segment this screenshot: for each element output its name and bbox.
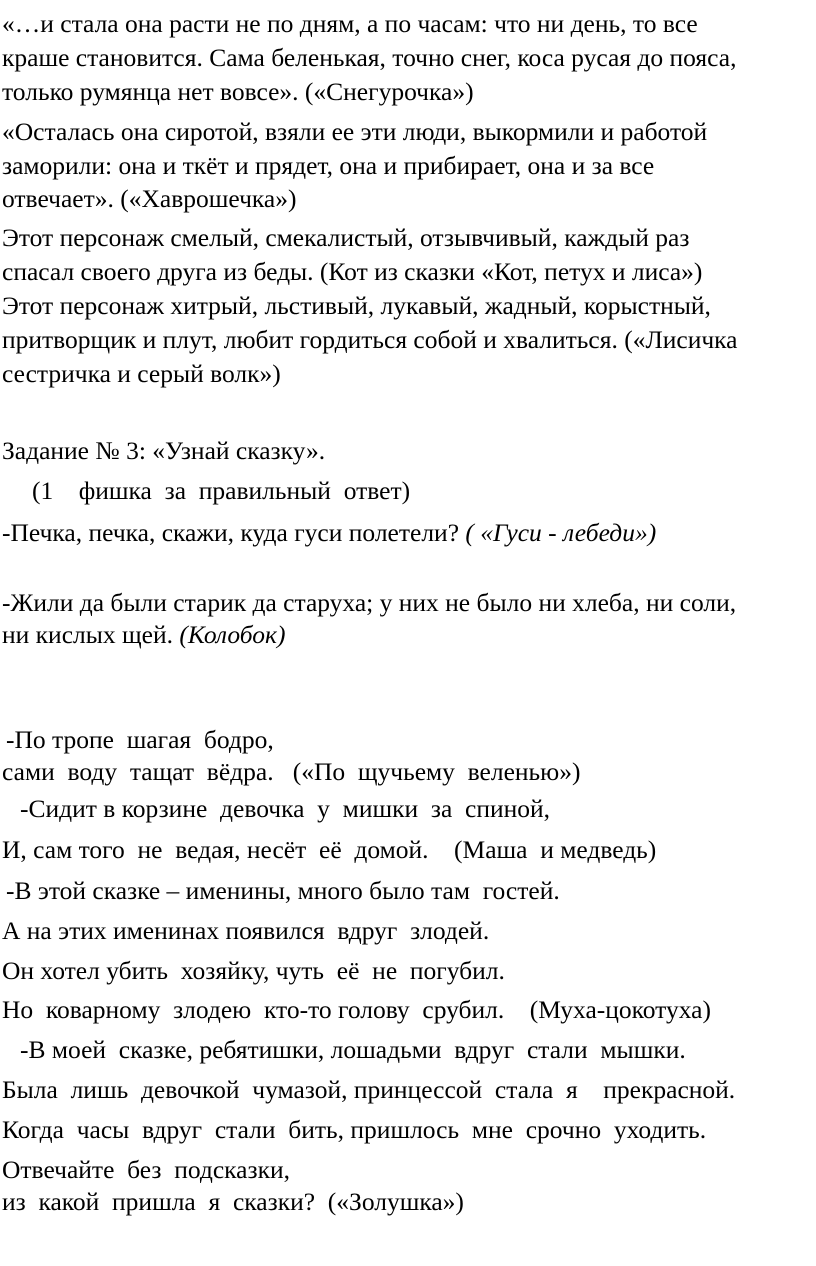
text-line: -В этой сказке – именины, много было там гостей.: [6, 876, 560, 905]
text-line: из какой пришла я сказки? («Золушка»): [2, 1187, 464, 1216]
text-line: -В моей сказке, ребятишки, лошадьми вдруг стали мышки.: [20, 1035, 686, 1064]
task-title: Задание № 3: «Узнай сказку».: [2, 436, 326, 465]
riddle-kolobok-line2: [2, 622, 285, 648]
text-line: -Сидит в корзине девочка у мишки за спиной,: [20, 794, 551, 823]
text-line: -По тропе шагая бодро,: [6, 725, 274, 754]
riddle-gusi: [2, 520, 656, 546]
text-line: Этот персонаж хитрый, льстивый, лукавый, жадный, корыстный,: [2, 291, 711, 320]
text-line: Он хотел убить хозяйку, чуть её не погубил.: [2, 956, 505, 985]
text-line: заморили: она и ткёт и прядет, она и прибирает, она и за все: [2, 151, 655, 180]
riddle-text: ни кислых щей.: [2, 620, 173, 649]
text-line: сами воду тащат вёдра. («По щучьему веленью»): [2, 757, 581, 786]
text-line: Отвечайте без подсказки,: [2, 1155, 290, 1184]
text-line: краше становится. Сама беленькая, точно снег, коса русая до пояса,: [2, 43, 737, 72]
text-line: притворщик и плут, любит гордиться собой и хвалиться. («Лисичка: [2, 325, 738, 354]
riddle-text: -Печка, печка, скажи, куда гуси полетели?: [2, 518, 460, 547]
text-line: Этот персонаж смелый, смекалистый, отзывчивый, каждый раз: [2, 223, 690, 252]
task-scoring: (1 фишка за правильный ответ): [32, 476, 411, 505]
text-line: «Осталась она сиротой, взяли ее эти люди, выкормили и работой: [2, 117, 708, 146]
text-line: Когда часы вдруг стали бить, пришлось мне срочно уходить.: [2, 1115, 707, 1144]
text-line: Была лишь девочкой чумазой, принцессой стала я прекрасной.: [2, 1075, 736, 1104]
text-line: спасал своего друга из беды. (Кот из сказки «Кот, петух и лиса»): [2, 257, 703, 286]
text-line: только румянца нет вовсе». («Снегурочка»): [2, 77, 474, 106]
riddle-answer: ( «Гуси - лебеди»): [465, 518, 657, 547]
text-line: Но коварному злодею кто-то голову срубил. (Муха-цокотуха): [2, 995, 711, 1024]
text-line: И, сам того не ведая, несёт её домой. (Маша и медведь): [2, 835, 657, 864]
riddle-answer: (Колобок): [179, 620, 286, 649]
text-line: сестричка и серый волк»): [2, 359, 281, 388]
text-line: А на этих именинах появился вдруг злодей.: [2, 916, 490, 945]
text-line: «…и стала она расти не по дням, а по часам: что ни день, то все: [2, 9, 698, 38]
riddle-kolobok-line1: -Жили да были старик да старуха; у них не было ни хлеба, ни соли,: [2, 588, 737, 617]
text-line: отвечает». («Хаврошечка»): [2, 184, 297, 213]
